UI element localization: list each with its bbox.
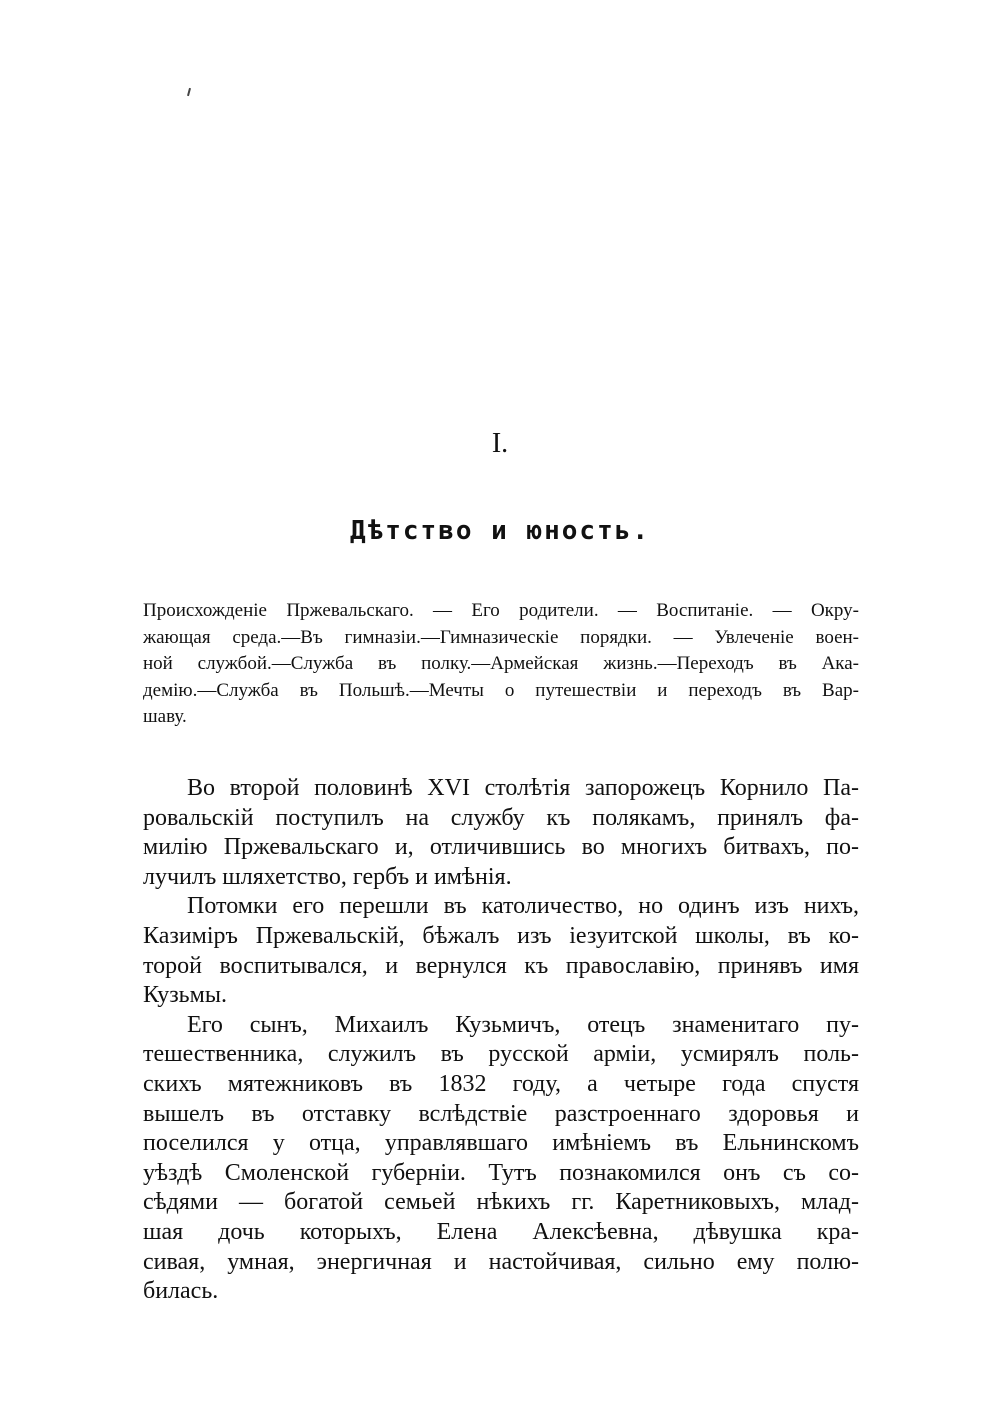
summary-line: Происхожденіе Пржевальскаго. — Его родители. — Воспитаніе. — Окру- [143,600,859,621]
text-line: Кузьмы. [143,982,227,1009]
summary-line: жающая среда.—Въ гимназіи.—Гимназическіе порядки. — Увлеченіе воен- [143,626,859,648]
text-line: Во второй половинѣ XVI столѣтія запорожецъ Корнило Па- [187,775,859,801]
chapter-title: Дѣтство и юность. [349,516,651,546]
stray-ink-mark [187,88,191,96]
text-line: скихъ мятежниковъ въ 1832 году, а четыре года спустя [143,1070,859,1097]
text-line: шая дочь которыхъ, Елена Алексѣевна, дѣвушка кра- [143,1218,859,1245]
paragraph-2 [143,892,859,1010]
text-line: тешественника, служилъ въ русской арміи, усмирялъ поль- [143,1041,859,1068]
text-line: милію Пржевальскаго и, отличившись во многихъ битвахъ, по- [143,834,859,861]
chapter-number: I. [491,428,509,459]
summary-line: шаву. [143,706,187,727]
text-line: Его сынъ, Михаилъ Кузьмичъ, отецъ знаменитаго пу- [187,1011,859,1038]
text-line: ровальскій поступилъ на службу къ полякамъ, принялъ фа- [143,804,859,831]
text-line: сивая, умная, энергичная и настойчивая, сильно ему полю- [143,1248,859,1275]
paragraph-3 [143,1011,859,1307]
text-line: лучилъ шляхетство, гербъ и имѣнія. [143,863,512,890]
text-line: уѣздѣ Смоленской губерніи. Тутъ познакомился онъ съ со- [143,1159,859,1186]
chapter-summary [143,598,859,731]
body-text [143,774,859,1307]
summary-line: ной службой.—Служба въ полку.—Армейская жизнь.—Переходъ въ Ака- [143,653,859,674]
text-line: билась. [143,1278,219,1305]
text-line: поселился у отца, управлявшаго имѣніемъ въ Ельнинскомъ [143,1130,859,1157]
text-line: сѣдями — богатой семьей нѣкихъ гг. Каретниковыхъ, млад- [143,1189,859,1216]
summary-line: демію.—Служба въ Польшѣ.—Мечты о путешествіи и переходъ въ Вар- [143,679,859,701]
text-line: торой воспитывался, и вернулся къ православію, принявъ имя [143,952,859,979]
text-line: Потомки его перешли въ католичество, но одинъ изъ нихъ, [187,893,859,920]
text-line: Казиміръ Пржевальскій, бѣжалъ изъ іезуитской школы, въ ко- [143,922,859,949]
paragraph-1 [143,774,859,892]
text-line: вышелъ въ отставку вслѣдствіе разстроеннаго здоровья и [143,1100,859,1127]
